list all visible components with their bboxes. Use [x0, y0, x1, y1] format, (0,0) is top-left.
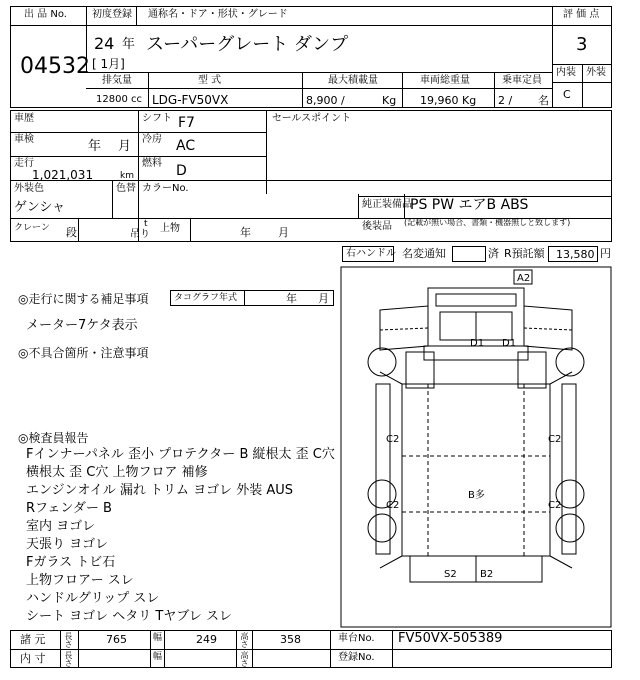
name-change-label: 名変通知 [402, 247, 446, 260]
first-registration-year-unit: 年 [122, 37, 136, 52]
model-label: 型 式 [198, 75, 222, 86]
crane-hook-unit: 吊り [130, 229, 150, 240]
inner-length-label: 長さ [64, 651, 73, 667]
mileage-value: 1,021,031 [32, 168, 94, 182]
inspector-line: 室内 ヨゴレ [26, 519, 96, 534]
mark-c2-lower-left: C2 [386, 500, 400, 511]
bed-year-unit: 年 [240, 226, 251, 239]
driving-notes-header: ◎走行に関する補足事項 [18, 292, 149, 306]
dimensions-label: 諸 元 [20, 633, 46, 646]
ext-color-value: ゲンシャ [14, 200, 66, 215]
interior-grade-label: 内装 [556, 67, 576, 78]
ext-color-label: 外装色 [14, 183, 44, 194]
crane-stage-unit: 段 [66, 226, 77, 239]
inspector-report-header: ◎検査員報告 [18, 431, 89, 445]
inspector-line: Rフェンダー B [26, 501, 112, 516]
inner-dimensions-label: 内 寸 [20, 652, 46, 665]
inspector-line: ハンドルグリップ スレ [26, 591, 160, 606]
displacement-label: 排気量 [102, 75, 132, 86]
genuine-equipment-value: PS PW エアB ABS [410, 197, 529, 213]
inspector-line: 天張り ヨゴレ [26, 537, 109, 552]
recycle-value: 13,580 [556, 248, 595, 261]
inner-height-label: 高さ [240, 651, 249, 667]
mark-c2-upper-right: C2 [548, 434, 562, 445]
score-label: 評 価 点 [563, 9, 600, 20]
width-value: 249 [196, 633, 217, 646]
rhd-label: 右ハンドル [346, 248, 396, 259]
truck-damage-diagram [340, 266, 612, 628]
genuine-equipment-label: 純正装備品 [362, 199, 412, 210]
mark-d1-right: D1 [502, 338, 517, 349]
capacity-unit: 名 [538, 94, 549, 107]
inspection-month-unit: 月 [118, 139, 132, 154]
mark-d1-left: D1 [470, 338, 485, 349]
length-label: 長さ [64, 632, 73, 648]
crane-label: クレーン [14, 223, 50, 233]
crane-ton-unit: t [144, 219, 148, 229]
max-load-value: 8,900 / [306, 94, 345, 107]
exterior-grade-label: 外装 [586, 67, 606, 78]
capacity-value: 2 / [498, 94, 513, 107]
mileage-unit: km [120, 171, 134, 181]
inspector-line: Fインナーパネル 歪小 プロテクター B 縦根太 歪 C穴 [26, 447, 335, 462]
height-label: 高さ [240, 632, 249, 648]
first-registration-month: [ 1月] [92, 57, 125, 71]
max-load-label: 最大積載量 [328, 75, 378, 86]
length-value: 765 [106, 633, 127, 646]
sales-point-label: セールスポイント [272, 113, 352, 124]
inspector-line: シート ヨゴレ ヘタリ Tヤブレ スレ [26, 609, 232, 624]
fuel-value: D [176, 163, 187, 179]
model-value: LDG-FV50VX [152, 93, 229, 107]
name-change-box [452, 246, 486, 262]
mark-b2: B2 [480, 569, 494, 580]
mileage-label: 走行 [14, 158, 34, 169]
inspection-year-unit: 年 [88, 139, 102, 154]
shift-value: F7 [178, 115, 195, 131]
fuel-label: 燃料 [142, 158, 162, 169]
mark-s2: S2 [444, 569, 457, 580]
bed-label: 上物 [160, 223, 180, 234]
bed-month-unit: 月 [278, 226, 289, 239]
mark-c2-lower-right: C2 [548, 500, 562, 511]
inner-width-label: 幅 [153, 652, 163, 662]
mark-b-many: B多 [468, 490, 485, 501]
recycle-label: R預託額 [504, 247, 545, 260]
lot-number-label: 出 品 No. [24, 9, 67, 20]
first-registration-year: 24 [94, 34, 115, 53]
max-load-unit: Kg [382, 94, 397, 107]
first-registration-label: 初度登録 [92, 9, 132, 20]
inspector-line: 上物フロアー スレ [26, 573, 134, 588]
meter-note: メーター7ケタ表示 [26, 318, 138, 333]
car-name-label: 通称名・ドア・形状・グレード [148, 9, 288, 20]
recycle-prefix: 済 [488, 247, 499, 260]
color-change-label: 色替 [116, 183, 136, 194]
chassis-label: 車台No. [338, 633, 375, 644]
inspector-line: エンジンオイル 漏れ トリム ヨゴレ 外装 AUS [26, 483, 294, 498]
color-code-label: カラーNo. [142, 183, 189, 194]
inspection-label: 車検 [14, 134, 34, 145]
shift-label: シフト [142, 113, 172, 124]
chassis-number: FV50VX-505389 [398, 631, 503, 646]
interior-grade-value: C [563, 88, 571, 101]
tachograph-label: タコグラフ年式 [174, 293, 238, 303]
gross-weight-label: 車両総重量 [420, 75, 470, 86]
height-value: 358 [280, 633, 301, 646]
gross-weight-value: 19,960 Kg [420, 94, 477, 107]
inspector-line: Fガラス トビ石 [26, 555, 116, 570]
aftermarket-note: (記載が無い場合、書類・機器無しと致します) [404, 218, 571, 227]
aftermarket-label: 後装品 [362, 221, 392, 232]
defects-header: ◎不具合箇所・注意事項 [18, 346, 149, 360]
recycle-unit: 円 [600, 247, 611, 260]
tachograph-year-unit: 年 [286, 292, 297, 305]
displacement-value: 12800 cc [96, 94, 142, 105]
width-label: 幅 [153, 633, 163, 643]
car-name: スーパーグレート ダンプ [146, 34, 349, 55]
tachograph-month-unit: 月 [318, 292, 329, 305]
inspector-line: 横根太 歪 C穴 上物フロア 補修 [26, 465, 208, 480]
ac-label: 冷房 [142, 134, 162, 145]
lot-number: 04532 [20, 54, 90, 79]
mark-c2-upper-left: C2 [386, 434, 400, 445]
score-value: 3 [576, 34, 588, 55]
capacity-label: 乗車定員 [502, 75, 542, 86]
ac-value: AC [176, 138, 196, 154]
history-label: 車歴 [14, 113, 34, 124]
registration-label: 登録No. [338, 652, 375, 663]
mark-a2: A2 [517, 273, 531, 284]
